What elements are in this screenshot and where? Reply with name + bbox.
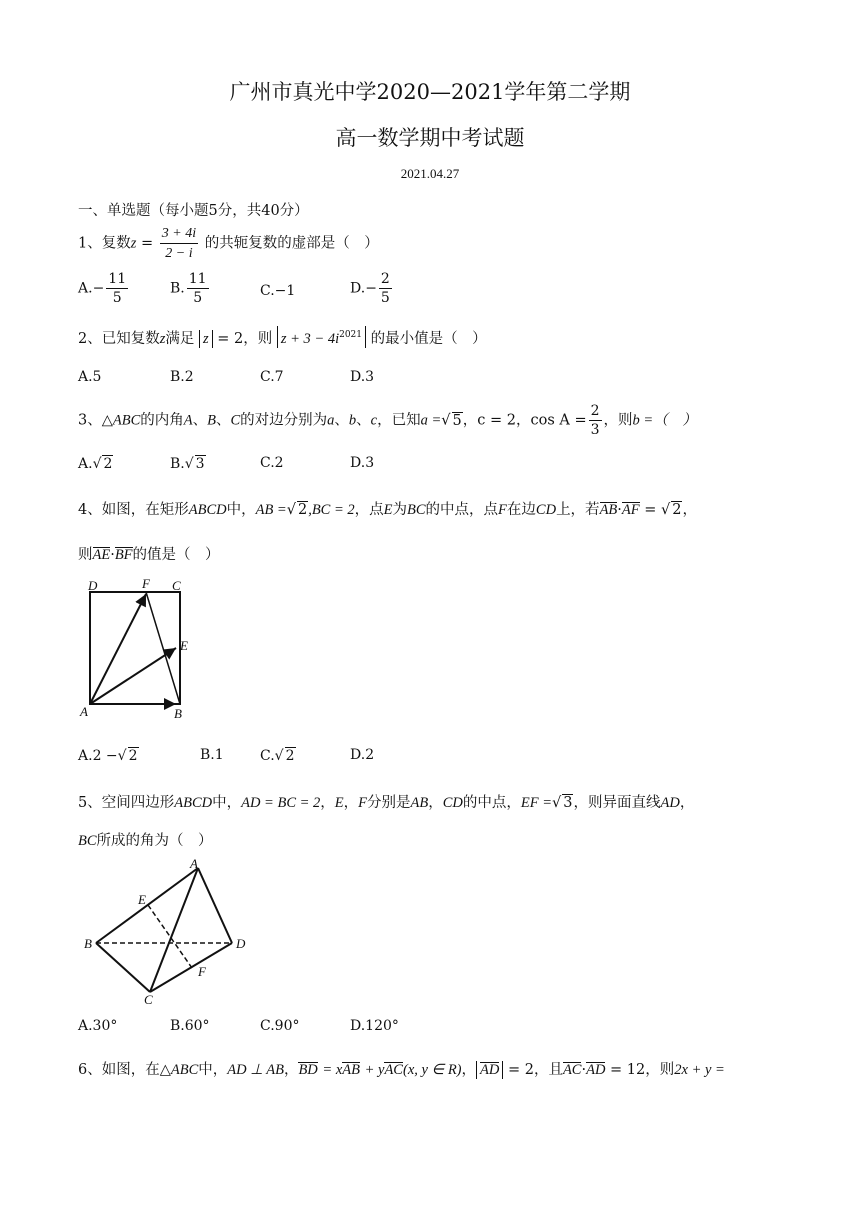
q5-text: ， [679,795,695,811]
question-4-line2 [78,543,220,564]
q3-option-c[interactable] [260,455,284,471]
q1-option-c[interactable] [260,283,295,299]
q1-fraction [160,224,198,263]
q4-text: 的值是（ ） [132,547,220,563]
q3-root5: 5 [452,412,462,429]
option-root: 3 [195,456,205,472]
q6-abs-ad: AD [480,1062,500,1078]
option-root: 2 [128,748,138,764]
q5-text: ， [320,795,335,811]
q5-text: 中， [212,795,242,811]
q6-eq2: = 2 [507,1062,534,1078]
q5-ef-eq: EF = [520,795,552,811]
q3-cos-den: 3 [590,422,600,438]
q5-option-d[interactable]: D.120° [350,1018,399,1034]
q6-text: ， [461,1062,477,1078]
q4-side-bc: BC [407,502,426,518]
q4-rect: ABCD [188,502,227,518]
q4-text: 为 [392,502,408,518]
question-5-line2 [78,829,213,850]
label-d: D [88,578,98,593]
q3-side-b: b [348,412,357,429]
q4-text: 中， [226,502,256,518]
q4-root2b: 2 [672,502,682,518]
rectangle-outline [90,592,180,704]
q3-option-d[interactable] [350,455,374,471]
q3-angle-a: A [183,412,193,429]
q5-seg-cd: CD [442,795,463,811]
q6-eq: = x [322,1062,343,1078]
q5-tetrahedron-figure [82,856,252,1006]
q4-text: 的中点，点 [425,502,499,518]
q5-cond: AD = BC = 2 [241,795,321,811]
option-sign: − [92,280,105,297]
q5-text: 5、空间四边形 [78,795,175,811]
q4-eq: = [644,502,657,518]
q6-vec-ac: AC [384,1062,403,1078]
q3-text-c: 的对边分别为 [240,412,328,429]
q2-option-d[interactable]: D.3 [350,369,375,385]
q2-mod-var: z [203,330,209,347]
q5-point-f: F [358,795,367,811]
q3-option-b[interactable]: B.√ 3 [170,456,205,472]
q4-option-d[interactable] [350,747,374,763]
q4-dot: · [617,502,622,518]
q6-vec-bd: BD [298,1062,318,1078]
option-numerator: 2 [380,271,390,287]
q2-cond-eq: = 2，则 [217,330,273,347]
option-value: 1 [214,747,224,763]
option-label: A. [78,748,93,764]
label-c: C [172,578,181,593]
label-a: A [190,856,198,871]
q4-comma: ， [682,502,697,518]
q5-option-c[interactable]: C.90° [260,1018,300,1034]
label-e: E [180,638,188,653]
q1-option-d[interactable] [350,270,394,307]
option-value: −1 [274,283,296,299]
q6-text: ，则 [645,1062,675,1078]
label-a: A [80,704,88,719]
q4-point-f: F [498,502,507,518]
q2-option-a[interactable]: A.5 [78,369,102,385]
q4-ab-eq: AB = [255,502,287,518]
option-value: 3 [365,455,375,471]
option-label: B. [170,280,185,297]
q6-eq3: = 12 [610,1062,646,1078]
q6-tail: 2x + y = [674,1062,725,1078]
label-d: D [236,936,246,951]
q6-vec-ac2: AC [562,1062,582,1078]
q3-text-d: ，已知 [377,412,421,429]
q5-text: ， [428,795,443,811]
label-f: F [198,964,206,979]
q4-vec-bf: BF [114,547,133,563]
q5-root3: 3 [563,795,573,811]
q3-text-b: 的内角 [140,412,184,429]
q3-triangle: ABC [112,412,141,429]
q4-text: 则 [78,547,93,563]
label-f: F [142,576,150,591]
option-root: 2 [285,748,295,764]
q5-option-a[interactable]: A.30° [78,1018,118,1034]
q6-text: 6、如图，在△ [78,1062,171,1078]
q1-option-b[interactable] [170,270,211,307]
option-label: D. [350,455,366,471]
q5-text: ， [343,795,359,811]
q4-side-cd: CD [535,502,557,518]
q4-point-e: E [383,502,393,518]
q5-seg-bc: BC [78,833,97,849]
q3-sep1: 、 [192,412,208,429]
q3-cos-num: 2 [590,403,600,419]
option-label: C. [260,748,275,764]
option-label: C. [260,455,275,471]
q3-c-eq: ，c = 2，cos A = [462,412,587,429]
q2-exponent: 2021 [339,330,363,340]
option-denominator: 5 [380,290,390,306]
q5-text: 所成的角为（ ） [96,833,213,849]
q3-sep2: 、 [216,412,231,429]
question-3: 3、△ABC的内角A、B、C的对边分别为a、b、c，已知a =√ 5，c = 2，cos A = $\frac{2}{3}$ ，则b =（ ） [78,403,697,438]
q6-triangle: ABC [170,1062,199,1078]
q2-expr-text: z + 3 − 4i [280,330,340,347]
exam-title-line1: 广州市真光中学2020—2021学年第二学期 [229,80,631,104]
q1-prefix: 1、复数 [78,235,131,252]
q2-var: z [159,330,166,347]
q3-side-a: a [327,412,335,429]
question-6 [78,1058,725,1079]
q5-point-e: E [334,795,344,811]
q6-vec-ab: AB [342,1062,360,1078]
q2-expression [277,326,366,348]
q6-plus: + y [364,1062,385,1078]
q4-option-a[interactable]: A.2 −√ 2 [78,748,138,764]
option-label: A. [78,280,93,297]
question-2 [78,326,487,348]
exam-date: 2021.04.27 [400,166,460,181]
q5-quad: ABCD [174,795,213,811]
q4-rectangle-figure [76,576,206,722]
q5-seg-ad: AD [660,795,680,811]
q2-option-b[interactable]: B.2 [170,369,194,385]
q2-modulus [199,330,213,348]
question-4-line1: 4、如图，在矩形ABCD中，AB =√ 2,BC = 2，点E为BC的中点，点F在边CD上，若AB·AF = √ 2， [78,502,697,518]
option-label: C. [260,283,275,299]
q4-dot: · [110,547,115,563]
q6-text: 中， [198,1062,228,1078]
section-heading: 一、单选题（每小题5分，共40分） [78,203,309,219]
q4-bc-eq: ,BC = 2 [308,502,355,518]
segment-ef-hidden [148,905,192,968]
q4-text: ，点 [354,502,384,518]
q2-prefix: 2、已知复数 [78,330,160,347]
option-label: B. [200,747,215,763]
option-denominator: 5 [112,290,122,306]
vector-af [90,594,146,704]
q4-vec-ae: AE [92,547,111,563]
q5-seg-ab: AB [410,795,429,811]
vector-ae [90,648,176,704]
q4-text: 4、如图，在矩形 [78,502,189,518]
exam-title-line2: 高一数学期中考试题 [335,126,525,150]
label-c: C [144,992,153,1006]
q1-denominator: 2 − i [165,246,193,261]
q2-mid: 满足 [165,330,195,347]
edge-bc [96,943,150,992]
q3-angle-b: B [207,412,216,429]
q2-option-c[interactable]: C.7 [260,369,284,385]
q1-option-a[interactable] [78,270,130,307]
q3-angle-c: C [230,412,241,429]
question-5-line1: 5、空间四边形ABCD中，AD = BC = 2，E，F分别是AB，CD的中点，EF =√ 3，则异面直线AD， [78,795,695,811]
option-value: 2 [365,747,375,763]
q4-vec-ab: AB [599,502,618,518]
question-1 [78,224,379,263]
label-b: B [84,936,92,951]
label-b: B [174,706,182,721]
option-sign: − [365,280,377,297]
q2-suffix: 的最小值是（ ） [370,330,487,347]
option-prefix: 2 − [92,748,118,764]
option-numerator: 11 [108,271,127,287]
q4-option-c[interactable]: C.√ 2 [260,748,295,764]
q6-perp: AD ⊥ AB [227,1062,284,1078]
option-denominator: 5 [193,290,203,306]
q3-text-a: 3、△ [78,412,113,429]
q5-option-b[interactable]: B.60° [170,1018,210,1034]
q4-text: 上，若 [556,502,600,518]
option-root: 2 [103,456,113,472]
q4-root2: 2 [297,502,308,518]
q3-a-eq: a = [420,412,442,429]
q6-text: ，且 [533,1062,563,1078]
option-label: A. [78,456,93,472]
q5-text: ，则异面直线 [573,795,661,811]
option-label: B. [170,456,185,472]
q5-text: 分别是 [367,795,411,811]
q6-cond: (x, y ∈ R) [402,1062,462,1078]
q1-suffix: 的共轭复数的虚部是（ ） [204,235,379,252]
option-label: D. [350,747,366,763]
q1-var: z [130,235,137,252]
q4-option-b[interactable] [200,747,224,763]
q6-text: ， [283,1062,299,1078]
q5-text: 的中点， [462,795,521,811]
q4-text: 在边 [506,502,536,518]
q1-numerator: 3 + 4i [161,226,197,241]
q3-b-eq: b =（ ） [632,412,697,429]
label-e: E [138,892,146,907]
option-value: 2 [274,455,284,471]
q4-vec-af: AF [621,502,640,518]
q1-eq: = [141,235,154,252]
q3-side-c: c [370,412,378,429]
edge-ad [198,868,232,943]
q3-text-e: ，则 [603,412,633,429]
q6-vec-ad: AD [586,1062,606,1078]
q3-option-a[interactable]: A.√ 2 [78,456,113,472]
option-label: D. [350,280,366,297]
option-numerator: 11 [188,271,207,287]
q6-dot: · [581,1062,587,1078]
